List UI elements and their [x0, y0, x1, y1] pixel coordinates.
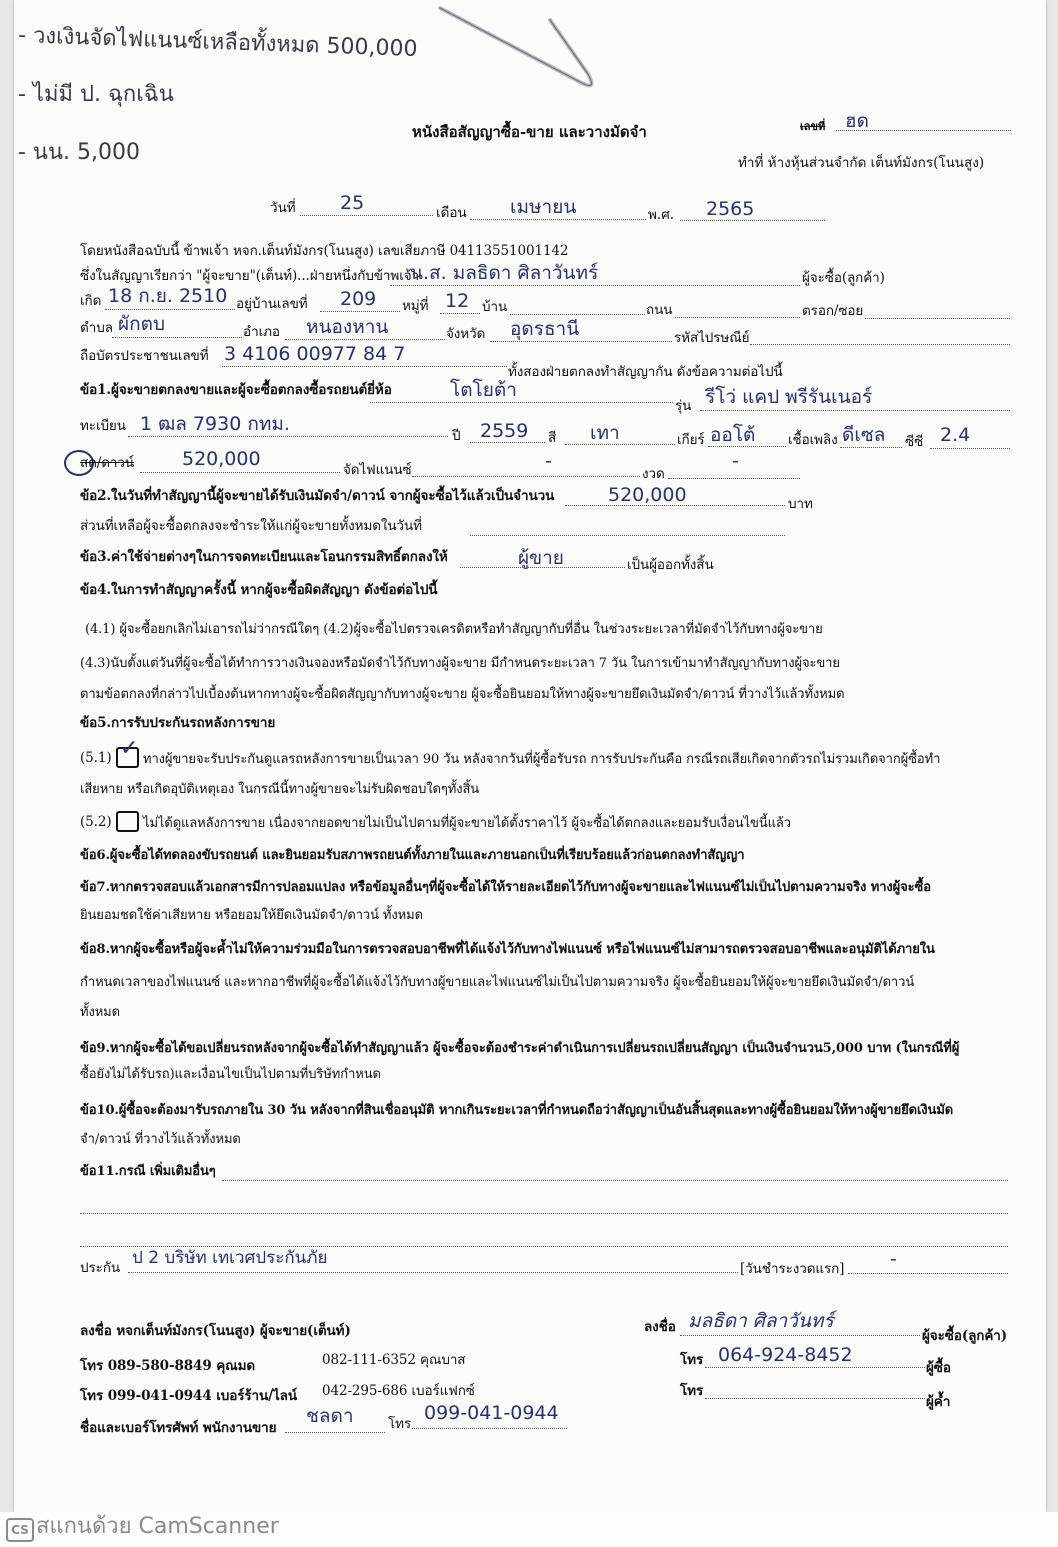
insurance-value: ป 2 บริษัท เทเวศประกันภัย [132, 1248, 328, 1268]
clause-7-a: ข้อ7.หากตรวจสอบแล้วเอกสารมีการปลอมแปลง หรือข้อมูลอื่นๆที่ผู้จะซื้อได้ให้รายละเอียดไว้กับทางผู้จะขายและไฟแนนซ์ไม่เป็นไปตามความจริง ทางผู้จะซื้อ [80, 880, 931, 895]
reg-label: ทะเบียน [80, 418, 126, 434]
insurance-label: ประกัน [80, 1260, 120, 1276]
buyer-sign-label: ลงชื่อ [644, 1319, 676, 1335]
clause-8-b: กำหนดเวลาของไฟแนนซ์ และหากอาชีพที่ผู้จะซื้อได้แจ้งไว้กับทางผู้ขายและไฟแนนซ์ไม่เป็นไปตามความจริง ผู้จะซื้อยินยอมให้ผู้จะขายยึดเงินมัดจำ/ดาวน์ [80, 975, 915, 990]
date-year-label: พ.ศ. [648, 207, 675, 223]
clause-2-unit: บาท [788, 496, 813, 512]
clause-2-amount: 520,000 [608, 484, 687, 506]
note-line-1: - วงเงินจัดไฟแนนซ์เหลือทั้งหมด 500,000 [17, 23, 418, 62]
first-installment-value: - [890, 1248, 897, 1270]
clause-9-a: ข้อ9.หากผู้จะซื้อได้ขอเปลี่ยนรถหลังจากผู้จะซื้อได้ทำสัญญาแล้ว ผู้จะซื้อจะต้องชำระค่าดำเนินการเปลี่ยนรถเปลี่ยนสัญญา เป็นเงินจำนวน5,000 บาท (ในกรณีที่ผู้ [80, 1041, 960, 1056]
province-label: จังหวัด [446, 326, 486, 342]
clause-5-1-a: ทางผู้ขายจะรับประกันดูแลรถหลังการขายเป็นเวลา 90 วัน หลังจากวันที่ผู้ซื้อรับรถ การรับประกันคือ กรณีรถเสียเกิดจากตัวรถไม่รวมเกิดจากผู้ซื้อทำ [143, 752, 941, 767]
buyer-sign-suffix: ผู้จะซื้อ(ลูกค้า) [922, 1328, 1008, 1344]
car-reg: 1 ฒล 7930 กทม. [140, 413, 290, 435]
price-label: สด/ดาวน์ [80, 455, 135, 471]
clause-7-b: ยินยอมชดใช้ค่าเสียหาย หรือยอมให้ยึดเงินมัดจำ/ดาวน์ ทั้งหมด [80, 908, 423, 923]
clause-8-a: ข้อ8.หากผู้จะซื้อหรือผู้จะค้ำไม่ให้ความร่วมมือในการตรวจสอบอาชีพที่ได้แจ้งไว้กับทางไฟแนนซ์ หรือไฟแนนซ์ไม่สามารถตรวจสอบอาชีพและอนุมัติได้ภายใน [80, 942, 935, 957]
clause-10-b: จำ/ดาวน์ ที่วางไว้แล้วทั้งหมด [80, 1132, 241, 1147]
camscanner-watermark: สแกนด้วย CamScanner [36, 1514, 279, 1539]
clause-6: ข้อ6.ผู้จะซื้อได้ทดลองขับรถยนต์ และยินยอมรับสภาพรถยนต์ทั้งภายในและภายนอกเป็นที่เรียบร้อยแล้วก่อนตกลงทำสัญญา [80, 848, 745, 863]
clause-4-1: (4.1) ผู้จะซื้อยกเลิกไม่เอารถไม่ว่ากรณีใดๆ (4.2)ผู้จะซื้อไปตรวจเครดิตหรือทำสัญญากับที่อื่น ในช่วงระยะเวลาที่มัดจำไว้กับทางผู้จะขาย [85, 622, 823, 637]
car-year-label: ปี [452, 428, 461, 444]
car-model: รีโว่ แคป พรีรันเนอร์ [705, 386, 873, 408]
sales-tel: 099-041-0944 [424, 1402, 559, 1424]
gear-label: เกียร์ [677, 432, 705, 448]
house-no: 209 [340, 288, 377, 310]
contract-title: หนังสือสัญญาซื้อ-ขาย และวางมัดจำ [412, 123, 647, 141]
tel-3: โทร 099-041-0944 เบอร์ร้าน/ไลน์ [80, 1388, 297, 1404]
amphoe-value: หนองหาน [306, 316, 389, 338]
date-day-label: วันที่ [270, 200, 296, 216]
buyer-tel-label: โทร [680, 1352, 704, 1368]
clause-3-prefix: ข้อ3.ค่าใช้จ่ายต่างๆในการจดทะเบียนและโอนกรรมสิทธิ์ตกลงให้ [80, 549, 448, 565]
clause-5-1-label: (5.1) [80, 750, 112, 766]
road-label: ถนน [646, 302, 673, 318]
clause-1: ข้อ1.ผู้จะขายตกลงขายและผู้จะซื้อตกลงซื้อรถยนต์ยี่ห้อ [80, 382, 392, 398]
sales-name: ชลดา [306, 1405, 354, 1427]
amphoe-label: อำเภอ [243, 324, 280, 340]
note-line-2: - ไม่มี ป. ฉุกเฉิน [18, 82, 174, 107]
moo-label: หมู่ที่ [402, 298, 429, 314]
postcode-label: รหัสไปรษณีย์ [674, 330, 750, 346]
seller-signature: ลงชื่อ หจกเต็นท์มังกร(โนนสูง) ผู้จะขาย(เต็นท์) [80, 1323, 351, 1339]
buyer-tel: 064-924-8452 [718, 1344, 853, 1366]
clause-4-3-b: ตามข้อตกลงที่กล่าวไปเบื้องต้นหากทางผู้จะซื้อผิดสัญญากับทางผู้จะขาย ผู้จะซื้อยินยอมให้ทางผู้จะขายยึดเงินมัดจำ/ดาวน์ ที่วางไว้แล้วทั้งหมด [80, 687, 845, 702]
finance-label: จัดไฟแนนซ์ [343, 462, 412, 478]
paperclip-icon [430, 0, 610, 100]
contract-no-label: เลขที่ [800, 120, 826, 133]
check-mark-icon: ✓ [120, 736, 139, 761]
buyer-tel-suffix: ผู้ซื้อ [926, 1360, 951, 1376]
id-value: 3 4106 00977 84 7 [224, 343, 406, 365]
car-year: 2559 [480, 420, 529, 442]
guarantor-suffix: ผู้ค้ำ [926, 1394, 951, 1410]
fuel-label: เชื้อเพลิง [788, 432, 838, 448]
car-color: เทา [590, 422, 620, 444]
id-label: ถือบัตรประชาชนเลขที่ [80, 348, 209, 364]
checkbox-5-2[interactable] [116, 811, 139, 832]
intro-line-1: โดยหนังสือฉบับนี้ ข้าพเจ้า หจก.เต็นท์มังกร(โนนสูง) เลขเสียภาษี 04113551001142 [80, 243, 569, 259]
date-month: เมษายน [510, 196, 577, 218]
tel-2: 082-111-6352 คุณบาส [322, 1352, 466, 1368]
clause-5-1-b: เสียหาย หรือเกิดอุบัติเหตุเอง ในกรณีนี้ทางผู้ขายจะไม่รับผิดชอบใดๆทั้งสิ้น [80, 782, 480, 797]
clause-11: ข้อ11.กรณี เพิ่มเติมอื่นๆ [80, 1164, 216, 1179]
soi-label: ตรอก/ซอย [802, 303, 864, 319]
village-label: บ้าน [482, 299, 508, 315]
made-at: ทำที่ ห้างหุ้นส่วนจำกัด เต็นท์มังกร(โนนสูง) [738, 155, 985, 171]
car-cc: 2.4 [940, 424, 971, 446]
first-installment-label: [วันชำระงวดแรก] [740, 1261, 845, 1277]
sales-tel-label: โทร [388, 1416, 412, 1432]
camscanner-logo-icon: CS [6, 1518, 34, 1542]
clause-2-line-1: ข้อ2.ในวันที่ทำสัญญานี้ผู้จะขายได้รับเงินมัดจำ/ดาวน์ จากผู้จะซื้อไว้แล้วเป็นจำนวน [80, 488, 555, 504]
car-price: 520,000 [182, 448, 261, 470]
tel-4: 042-295-686 เบอร์แฟกซ์ [322, 1383, 475, 1399]
id-suffix: ทั้งสองฝ่ายตกลงทำสัญญากัน ดังข้อความต่อไปนี้ [508, 364, 783, 380]
guarantor-tel-label: โทร [680, 1383, 704, 1399]
date-month-label: เดือน [436, 205, 467, 221]
contract-no-value: ฮด [845, 110, 869, 132]
born-label: เกิด [80, 293, 102, 309]
clause-3-suffix: เป็นผู้ออกทั้งสิ้น [627, 557, 714, 573]
moo-value: 12 [445, 290, 470, 312]
installment-value: - [732, 450, 739, 472]
sales-label: ชื่อและเบอร์โทรศัพท์ พนักงานขาย [80, 1420, 277, 1436]
color-label: สี [548, 430, 557, 446]
date-year: 2565 [706, 198, 755, 220]
province-value: อุดรธานี [510, 318, 580, 340]
clause-4: ข้อ4.ในการทำสัญญาครั้งนี้ หากผู้จะซื้อผิดสัญญา ดังข้อต่อไปนี้ [80, 582, 438, 598]
clause-4-3-a: (4.3)นับตั้งแต่วันที่ผู้จะซื้อได้ทำการวางเงินจองหรือมัดจำไว้กับทางผู้จะขาย มีกำหนดระยะเวลา 7 วัน ในการเข้ามาทำสัญญากับทางผู้จะขาย [80, 656, 840, 671]
intro-line-2: ซึ่งในสัญญาเรียกว่า "ผู้จะขาย"(เต็นท์)...ฝ่ายหนึ่งกับข้าพเจ้า [80, 268, 420, 284]
car-fuel: ดีเซล [842, 424, 886, 446]
date-day: 25 [340, 192, 365, 214]
model-label: รุ่น [675, 398, 692, 414]
finance-value: - [545, 450, 552, 472]
car-brand: โตโยต้า [450, 379, 517, 401]
installment-label: งวด [642, 466, 665, 482]
buyer-name: น.ส. มลธิดา ศิลาวันทร์ [410, 262, 599, 284]
clause-3-value: ผู้ขาย [518, 547, 564, 569]
clause-5-2: ไม่ได้ดูแลหลังการขาย เนื่องจากยอดขายไม่เป็นไปตามที่ผู้จะขายได้ตั้งราคาไว้ ผู้จะซื้อได้ตกลงและยอมรับเงื่อนไขนี้แล้ว [143, 816, 791, 831]
clause-2-line-2: ส่วนที่เหลือผู้จะซื้อตกลงจะชำระให้แก่ผู้จะขายทั้งหมดในวันที่ [80, 518, 422, 534]
buyer-signature: มลธิดา ศิลาวันทร์ [688, 1310, 834, 1332]
born-value: 18 ก.ย. 2510 [108, 285, 228, 307]
cc-label: ซีซี [905, 434, 924, 450]
house-label: อยู่บ้านเลขที่ [236, 296, 308, 312]
buyer-label: ผู้จะซื้อ(ลูกค้า) [802, 270, 885, 286]
note-line-3: - นน. 5,000 [18, 140, 140, 165]
tambon-label: ตำบล [80, 320, 113, 336]
tambon-value: ผักตบ [118, 313, 166, 335]
car-gear: ออโต้ [710, 424, 756, 446]
tel-1: โทร 089-580-8849 คุณมด [80, 1358, 256, 1374]
clause-5-2-label: (5.2) [80, 814, 112, 830]
clause-10-a: ข้อ10.ผู้ซื้อจะต้องมารับรถภายใน 30 วัน หลังจากที่สินเชื่ออนุมัติ หากเกินระยะเวลาที่กำหนดถือว่าสัญญาเป็นอันสิ้นสุดและทางผู้ซื้อยินยอมให้ทางผู้ขายยึดเงินมัด [80, 1103, 954, 1118]
clause-5: ข้อ5.การรับประกันรถหลังการขาย [80, 715, 276, 731]
clause-8-c: ทั้งหมด [80, 1005, 120, 1020]
clause-9-b: ซื้อยังไม่ได้รับรถ)และเงื่อนไขเป็นไปตามที่บริษัทกำหนด [80, 1067, 381, 1082]
